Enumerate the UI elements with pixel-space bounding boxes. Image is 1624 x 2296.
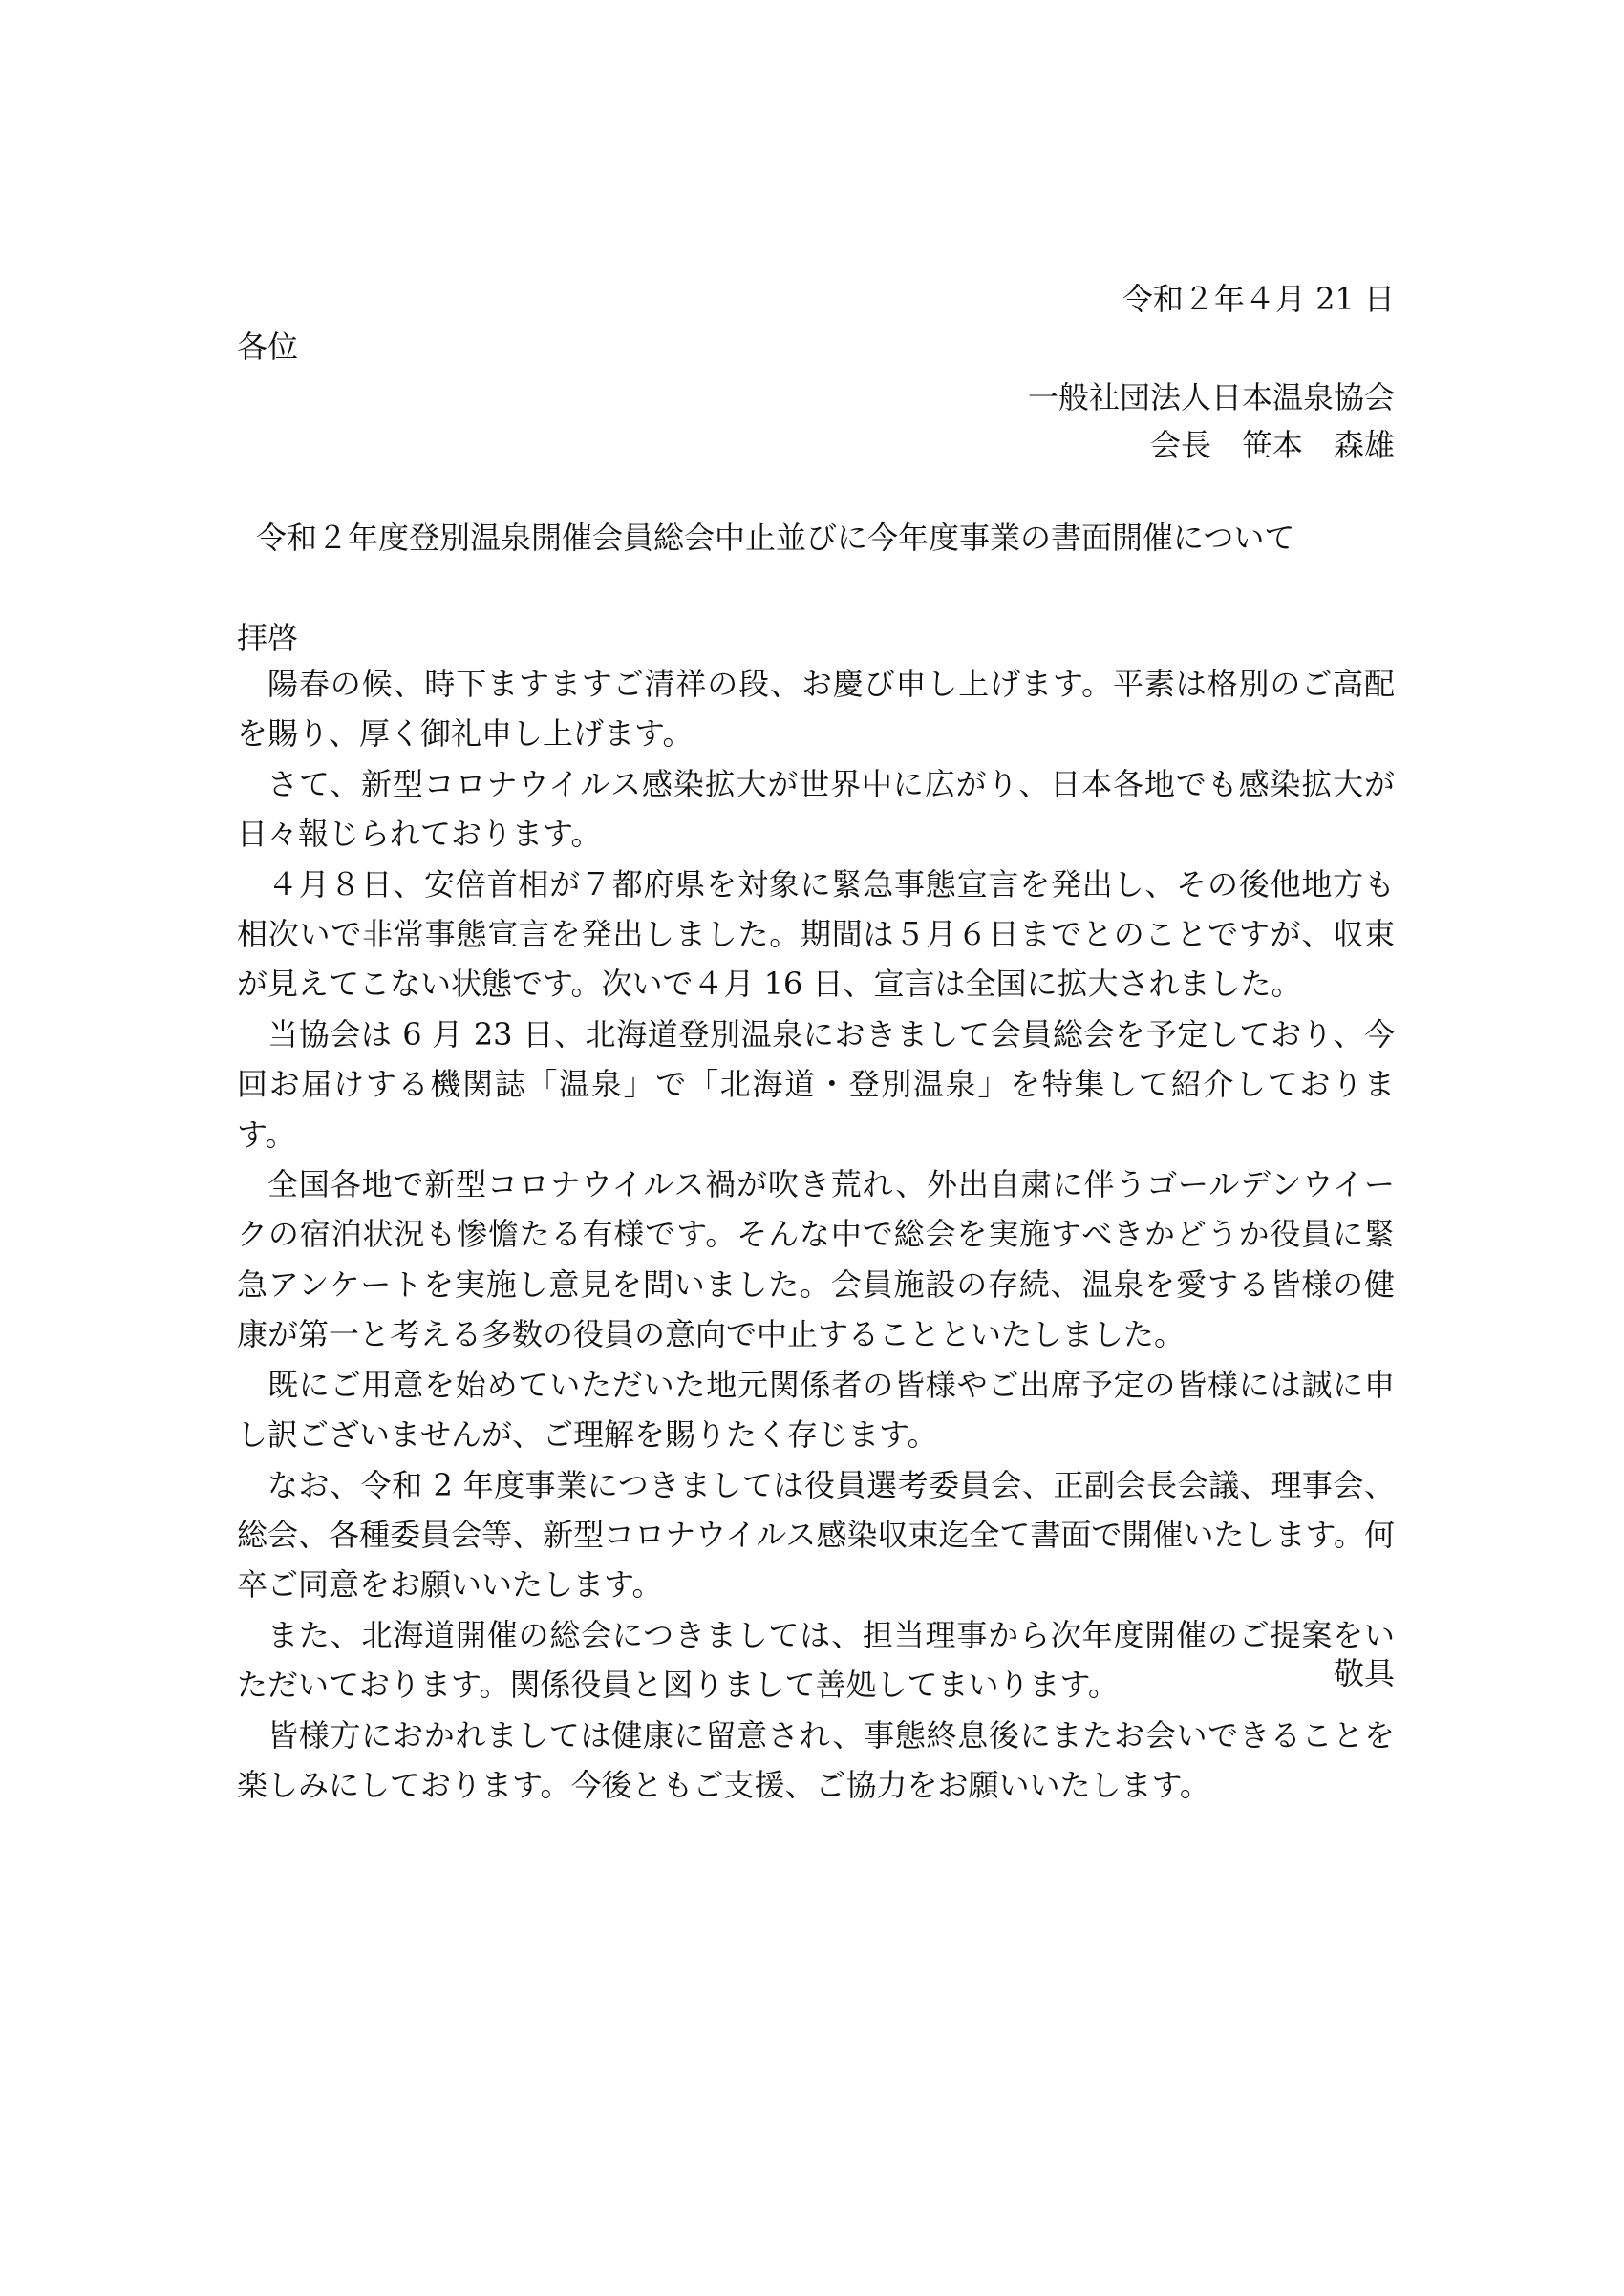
body-paragraph: また、北海道開催の総会につきましては、担当理事から次年度開催のご提案をいただいております。関係役員と図りまして善処してまいります。 bbox=[237, 1616, 1395, 1704]
letter-date: 令和２年４月 21 日 bbox=[1122, 281, 1395, 317]
body-paragraph: 既にご用意を始めていただいた地元関係者の皆様やご出席予定の皆様には誠に申し訳ございませんが、ご理解を賜りたく存じます。 bbox=[237, 1366, 1395, 1454]
addressee: 各位 bbox=[237, 329, 299, 365]
body-paragraph: 当協会は 6 月 23 日、北海道登別温泉におきまして会員総会を予定しており、今回お届けする機関誌「温泉」で「北海道・登別温泉」を特集して紹介しております。 bbox=[237, 1015, 1395, 1153]
body-paragraph: 陽春の候、時下ますますご清祥の段、お慶び申し上げます。平素は格別のご高配を賜り、厚く御礼申し上げます。 bbox=[237, 666, 1395, 753]
sender-organization: 一般社団法人日本温泉協会 bbox=[1027, 379, 1395, 415]
body-paragraph: さて、新型コロナウイルス感染拡大が世界中に広がり、日本各地でも感染拡大が日々報じられております。 bbox=[237, 765, 1395, 853]
body-paragraph: ４月８日、安倍首相が７都府県を対象に緊急事態宣言を発出し、その後他地方も相次いで非常事態宣言を発出しました。期間は５月６日までとのことですが、収束が見えてこない状態です。次いで４月 16 日、宣言は全国に拡大されました。 bbox=[237, 865, 1395, 1003]
document-title: 令和２年度登別温泉開催会員総会中止並びに今年度事業の書面開催について bbox=[256, 520, 1295, 556]
body-paragraph: 全国各地で新型コロナウイルス禍が吹き荒れ、外出自粛に伴うゴールデンウイークの宿泊状況も惨憺たる有様です。そんな中で総会を実施すべきかどうか役員に緊急アンケートを実施し意見を問いました。会員施設の存続、温泉を愛する皆様の健康が第一と考える多数の役員の意向で中止することといたしました。 bbox=[237, 1166, 1395, 1353]
opening-salutation: 拝啓 bbox=[237, 620, 299, 656]
sender-person: 会長 笹本 森雄 bbox=[1149, 427, 1395, 463]
body-paragraph: 皆様方におかれましては健康に留意され、事態終息後にまたお会いできることを楽しみにしております。今後ともご支援、ご協力をお願いいたします。 bbox=[237, 1716, 1395, 1803]
letter-body bbox=[237, 659, 1395, 1810]
body-paragraph: なお、令和 2 年度事業につきましては役員選考委員会、正副会長会議、理事会、総会、各種委員会等、新型コロナウイルス感染収束迄全て書面で開催いたします。何卒ご同意をお願いいたします。 bbox=[237, 1466, 1395, 1604]
closing-phrase: 敬具 bbox=[1333, 1655, 1395, 1691]
